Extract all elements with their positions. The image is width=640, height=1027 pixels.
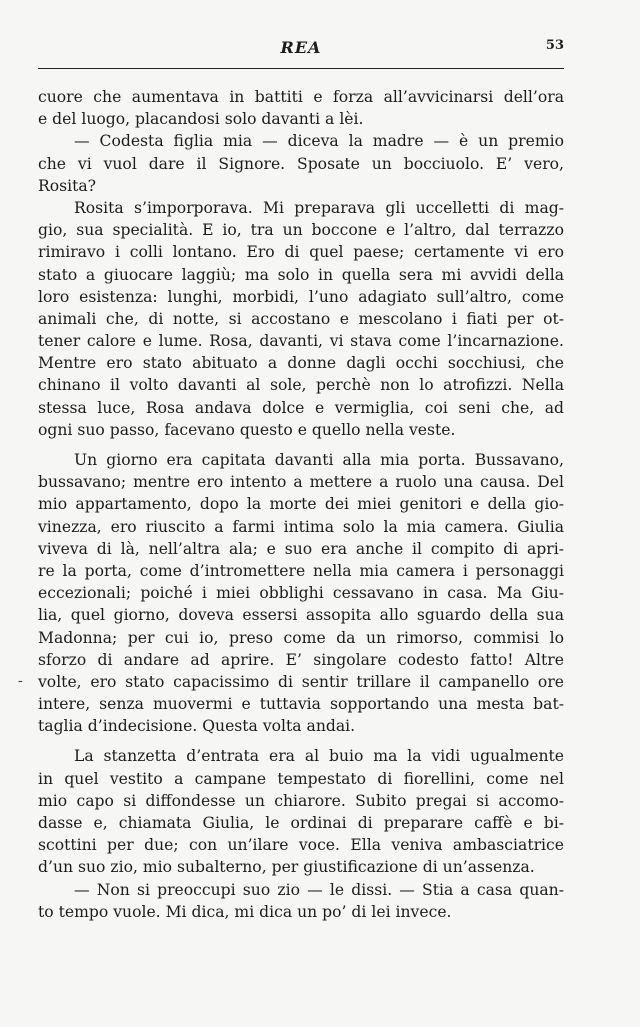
text-line: intere, senza muovermi e tuttavia sopportando una mesta bat- (38, 695, 564, 714)
text-line: tener calore e lume. Rosa, davanti, vi stava come l’incarnazione. (38, 332, 564, 351)
running-title: REA (280, 38, 322, 57)
text-line: viveva di là, nell’altra ala; e suo era anche il compito di apri- (38, 539, 564, 558)
paragraph-2 (38, 130, 564, 197)
text-line: lia, quel giorno, doveva essersi assopita allo sguardo della sua (38, 606, 564, 625)
text-line: Rosita? (38, 176, 97, 195)
text-line: in quel vestito a campane tempestato di fiorellini, come nel (38, 769, 564, 788)
paragraph-4 (38, 449, 564, 737)
margin-mark: - (18, 673, 23, 689)
paragraph-5 (38, 745, 564, 878)
text-line: stato a giuocare laggiù; ma solo in quella sera mi avvidi della (38, 265, 564, 284)
paragraph-6 (38, 879, 564, 923)
paragraph-1 (38, 86, 564, 130)
text-line: chinano il volto davanti al sole, perchè non lo atrofizzi. Nella (38, 376, 564, 395)
text-line: sforzo di andare ad aprire. E’ singolare codesto fatto! Altre (38, 650, 564, 669)
paragraph-gap (38, 441, 564, 449)
text-line: mio appartamento, dopo la morte dei miei genitori e della gio- (38, 495, 564, 514)
text-line: Un giorno era capitata davanti alla mia porta. Bussavano, (74, 451, 564, 469)
text-line: gio, sua specialità. E io, tra un boccone e l’altro, dal terrazzo (38, 221, 564, 240)
text-line: eccezionali; poiché i miei obblighi cessavano in casa. Ma Giu- (38, 584, 564, 603)
text-line: cuore che aumentava in battiti e forza all’avvicinarsi dell’ora (38, 88, 564, 106)
text-line: Madonna; per cui io, preso come da un rimorso, commisi lo (38, 628, 564, 647)
text-line: vinezza, ero riuscito a farmi intima solo la mia camera. Giulia (38, 517, 564, 536)
text-line: re la porta, come d’intromettere nella mia camera i personaggi (38, 561, 564, 580)
text-line: Rosita s’imporporava. Mi preparava gli uccelletti di mag- (74, 198, 564, 217)
text-line: — Codesta figlia mia — diceva la madre — è un premio (74, 132, 564, 151)
text-line: che vi vuol dare il Signore. Sposate un bocciuolo. E’ vero, (38, 154, 564, 173)
text-line: mio capo si diffondesse un chiarore. Subito pregai si accomo- (38, 791, 564, 810)
body-text (38, 86, 564, 923)
text-line: animali che, di notte, si accostano e mescolano i fiati per ot- (38, 309, 564, 328)
text-line: e del luogo, placandosi solo davanti a lèi. (38, 110, 364, 129)
page-number: 53 (545, 38, 564, 53)
text-line: Mentre ero stato abituato a donne dagli occhi socchiusi, che (38, 354, 564, 373)
text-line: taglia d’indecisione. Questa volta andai. (38, 717, 356, 736)
text-line: stessa luce, Rosa andava dolce e vermiglia, coi seni che, ad (38, 398, 564, 417)
running-header (38, 34, 564, 69)
text-line: scottini per due; con un’ilare voce. Ella veniva ambasciatrice (38, 836, 564, 855)
text-line: bussavano; mentre ero intento a mettere a ruolo una causa. Del (38, 473, 564, 492)
text-line: rimiravo i colli lontano. Ero di quel paese; certamente vi ero (38, 243, 564, 262)
paragraph-3 (38, 197, 564, 441)
text-line: La stanzetta d’entrata era al buio ma la vidi ugualmente (74, 747, 564, 766)
text-line: dasse e, chiamata Giulia, le ordinai di preparare caffè e bi- (38, 814, 564, 832)
text-line: loro esistenza: lunghi, morbidi, l’uno adagiato sull’altro, come (38, 287, 564, 306)
text-line: to tempo vuole. Mi dica, mi dica un po’ di lei invece. (38, 902, 452, 921)
text-line: d’un suo zio, mio subalterno, per giustificazione di un’assenza. (38, 858, 535, 877)
text-line: volte, ero stato capacissimo di sentir trillare il campanello ore (38, 672, 564, 691)
paragraph-gap (38, 737, 564, 745)
text-line: — Non si preoccupi suo zio — le dissi. — Stia a casa quan- (74, 880, 564, 899)
text-line: ogni suo passo, facevano questo e quello nella veste. (38, 420, 456, 439)
